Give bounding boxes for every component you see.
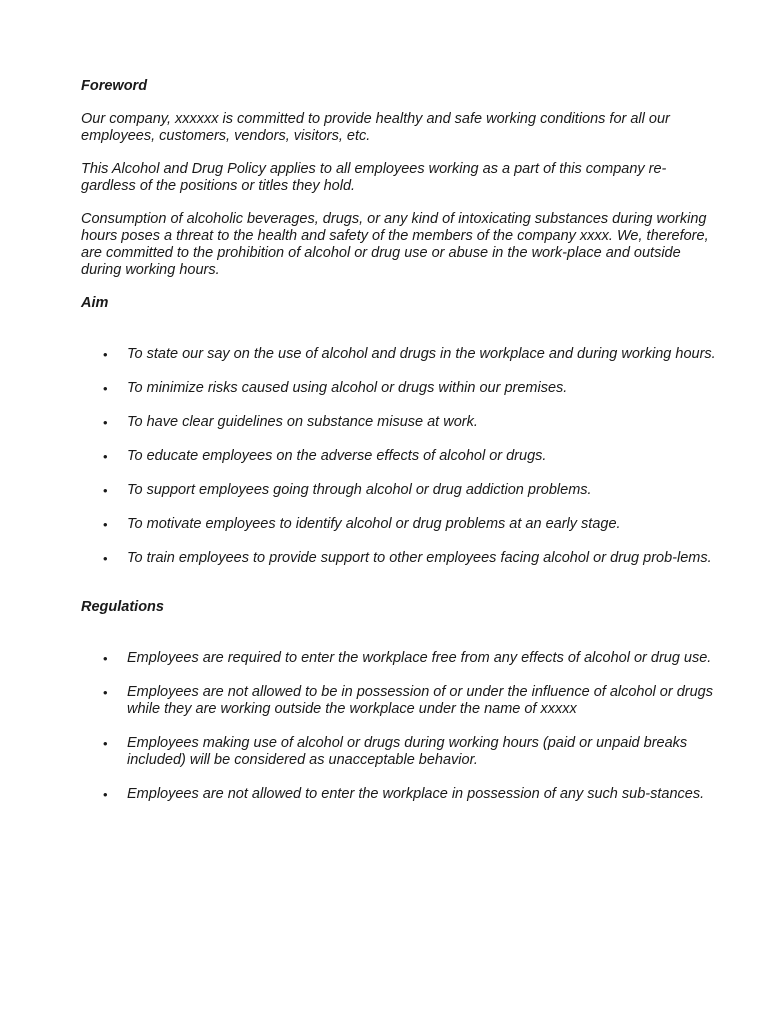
bullet-icon: • bbox=[103, 347, 108, 362]
list-item: • Employees making use of alcohol or drugs during working hours (paid or unpaid breaks included) will be considered as unacceptable behavior. bbox=[103, 735, 688, 768]
bullet-icon: • bbox=[103, 551, 108, 566]
foreword-paragraph: This Alcohol and Drug Policy applies to all employees working as a part of this company re-gardless of the positions or titles they hold. bbox=[81, 161, 667, 194]
list-item: • To train employees to provide support to other employees facing alcohol or drug prob-lems. bbox=[103, 550, 712, 566]
list-item: • To have clear guidelines on substance misuse at work. bbox=[103, 414, 478, 430]
bullet-icon: • bbox=[103, 415, 108, 430]
list-item: • Employees are not allowed to enter the workplace in possession of any such sub-stances. bbox=[103, 786, 705, 802]
list-item: • To support employees going through alcohol or drug addiction problems. bbox=[103, 482, 592, 498]
bullet-icon: • bbox=[103, 787, 108, 802]
list-item: • To state our say on the use of alcohol and drugs in the workplace and during working hours. bbox=[103, 346, 716, 362]
regulations-list bbox=[81, 650, 721, 803]
bullet-icon: • bbox=[103, 483, 108, 498]
document-body bbox=[81, 78, 721, 820]
foreword-heading: Foreword bbox=[81, 78, 148, 94]
list-item: • Employees are required to enter the workplace free from any effects of alcohol or drug use. bbox=[103, 650, 712, 666]
bullet-icon: • bbox=[103, 517, 108, 532]
foreword-paragraph: Consumption of alcoholic beverages, drugs, or any kind of intoxicating substances during working hours poses a threat to the health and safety of the members of the company xxxx. We, therefore, are committed to the prohibition of alcohol or drug use or abuse in the work-place and outside during working hours. bbox=[81, 211, 709, 278]
bullet-icon: • bbox=[103, 651, 108, 666]
list-item: • To minimize risks caused using alcohol or drugs within our premises. bbox=[103, 380, 568, 396]
bullet-icon: • bbox=[103, 381, 108, 396]
foreword-paragraph: Our company, xxxxxx is committed to provide healthy and safe working conditions for all our employees, customers, vendors, visitors, etc. bbox=[81, 111, 670, 144]
regulations-heading: Regulations bbox=[81, 599, 164, 615]
list-item: • To educate employees on the adverse effects of alcohol or drugs. bbox=[103, 448, 547, 464]
bullet-icon: • bbox=[103, 736, 108, 751]
aim-heading: Aim bbox=[81, 295, 109, 311]
aim-list bbox=[81, 346, 721, 567]
list-item: • To motivate employees to identify alcohol or drug problems at an early stage. bbox=[103, 516, 621, 532]
list-item: • Employees are not allowed to be in possession of or under the influence of alcohol or drugs while they are working outside the workplace under the name of xxxxx bbox=[103, 684, 713, 717]
bullet-icon: • bbox=[103, 449, 108, 464]
bullet-icon: • bbox=[103, 685, 108, 700]
